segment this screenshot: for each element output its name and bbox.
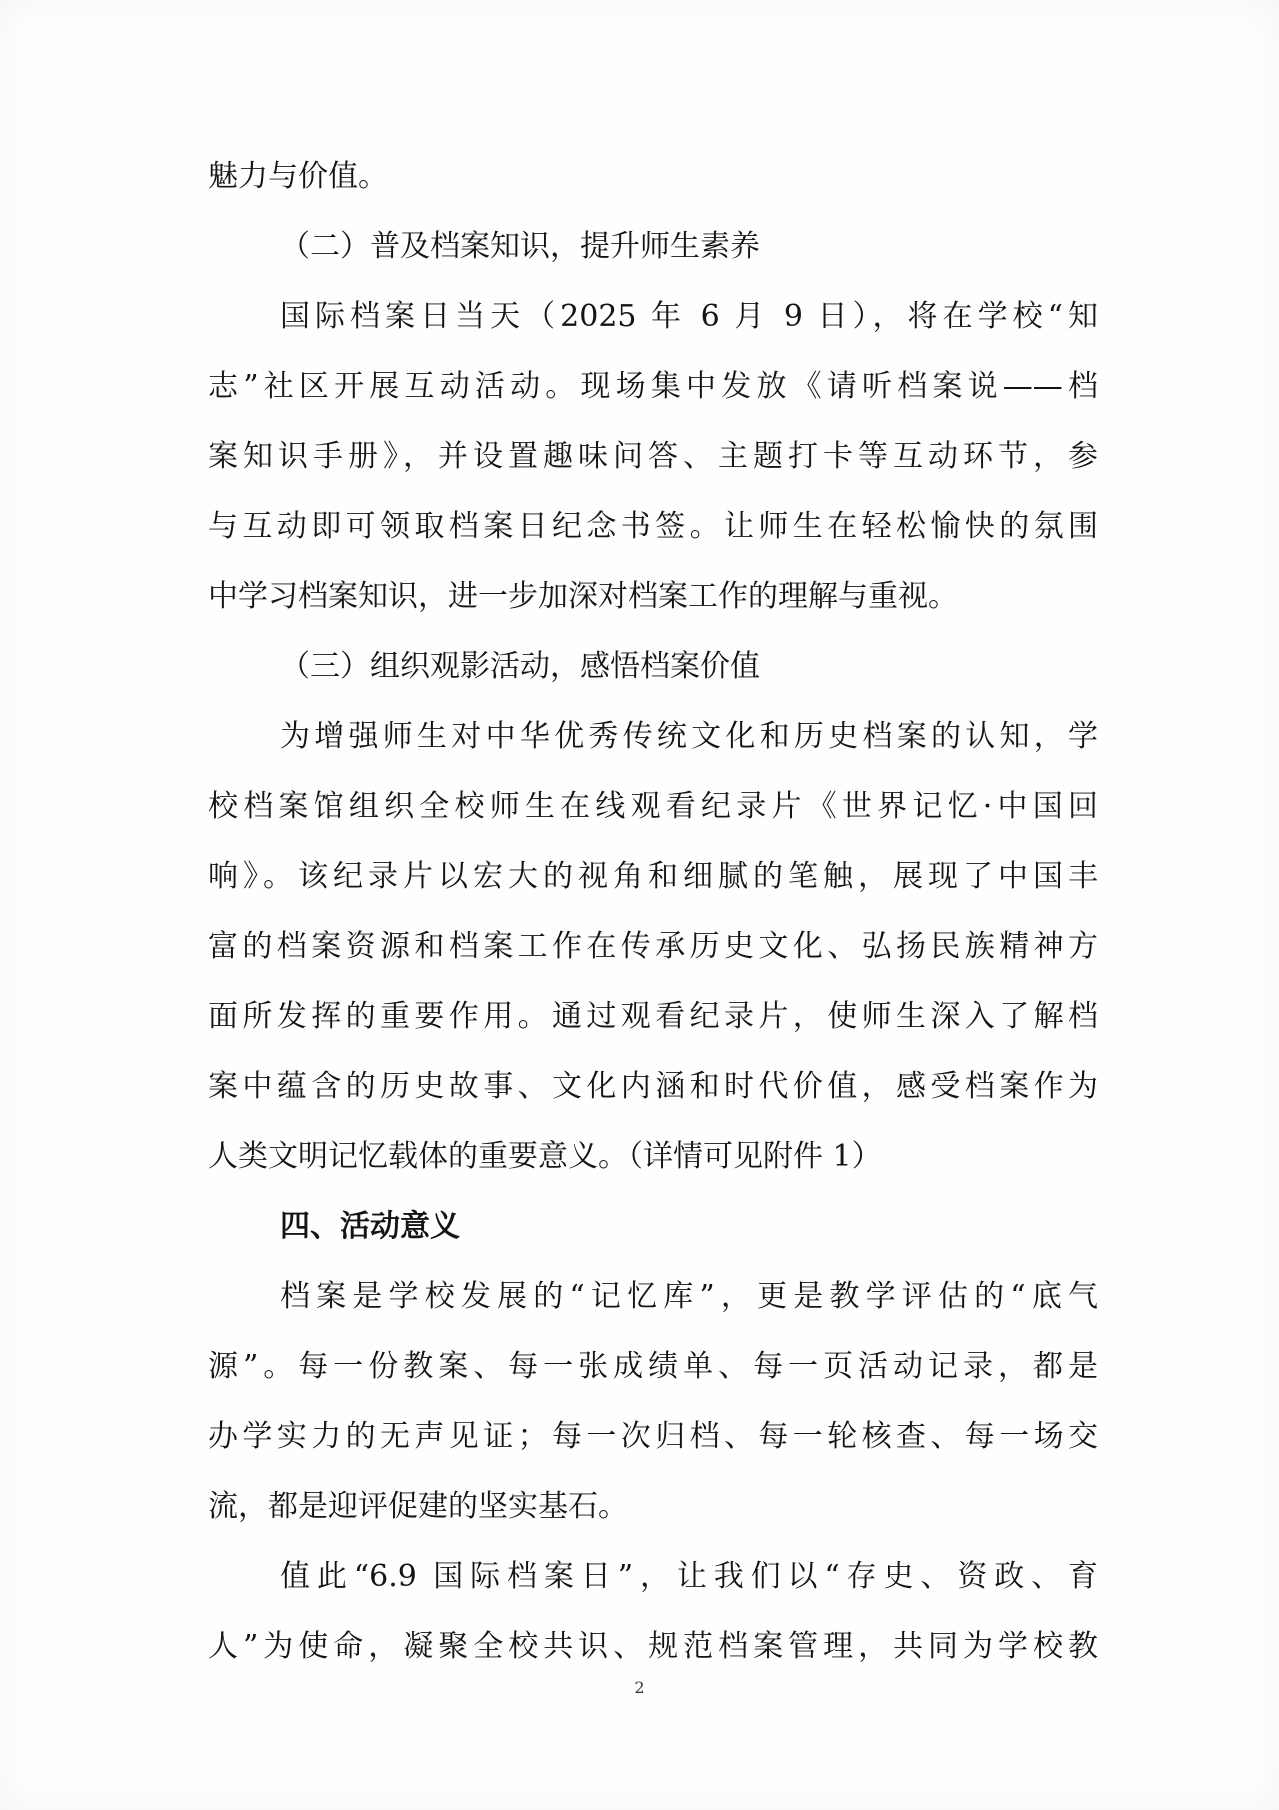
text-line: 校档案馆组织全校师生在线观看纪录片《世界记忆·中国回 [208,789,1098,824]
section-heading-activity-significance: 四、活动意义 [280,1209,460,1244]
text-line: 案中蕴含的历史故事、文化内涵和时代价值，感受档案作为 [208,1069,1098,1104]
text-line: 人”为使命，凝聚全校共识、规范档案管理，共同为学校教 [208,1629,1098,1664]
document-body [208,160,1098,1700]
text-line: 人类文明记忆载体的重要意义。（详情可见附件 1） [208,1139,882,1174]
text-line: 面所发挥的重要作用。通过观看纪录片，使师生深入了解档 [208,999,1098,1034]
text-line: 值此“6.9 国际档案日”，让我们以“存史、资政、育 [280,1559,1098,1594]
text-line: 流，都是迎评促建的坚实基石。 [208,1489,628,1524]
text-line: 魅力与价值。 [208,159,388,194]
text-line: 为增强师生对中华优秀传统文化和历史档案的认知，学 [280,719,1098,754]
text-line: 档案是学校发展的“记忆库”，更是教学评估的“底气 [280,1279,1098,1314]
text-line: 响》。该纪录片以宏大的视角和细腻的笔触，展现了中国丰 [208,859,1098,894]
page-number: 2 [634,1678,645,1697]
text-line: 与互动即可领取档案日纪念书签。让师生在轻松愉快的氛围 [208,509,1098,544]
text-line: 办学实力的无声见证；每一次归档、每一轮核查、每一场交 [208,1419,1098,1454]
text-line: 富的档案资源和档案工作在传承历史文化、弘扬民族精神方 [208,929,1098,964]
text-line: 志”社区开展互动活动。现场集中发放《请听档案说——档 [208,369,1098,404]
text-line: 源”。每一份教案、每一张成绩单、每一页活动记录，都是 [208,1349,1098,1384]
text-line: 国际档案日当天（2025 年 6 月 9 日），将在学校“知 [280,299,1098,334]
subheading-popularize-knowledge: （二）普及档案知识，提升师生素养 [280,229,760,264]
text-line: 中学习档案知识，进一步加深对档案工作的理解与重视。 [208,579,958,614]
subheading-film-activity: （三）组织观影活动，感悟档案价值 [280,649,760,684]
text-line: 案知识手册》，并设置趣味问答、主题打卡等互动环节，参 [208,439,1098,474]
